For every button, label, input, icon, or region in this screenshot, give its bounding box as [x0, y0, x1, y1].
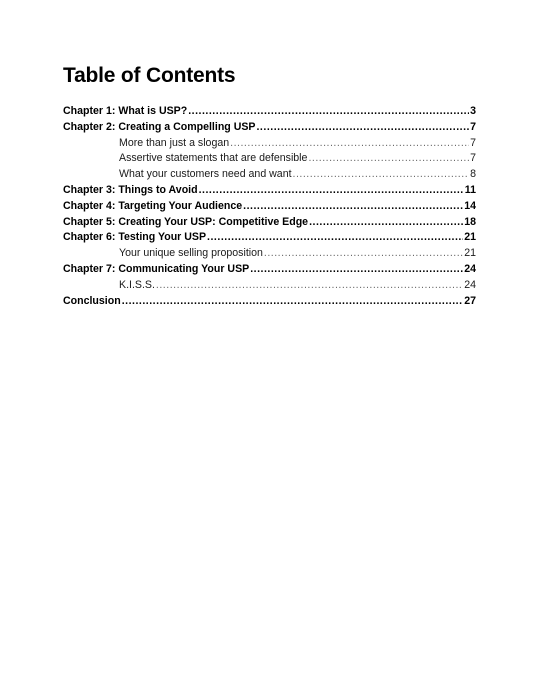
toc-entry-more-than-slogan[interactable]: [63, 136, 476, 152]
toc-entry-chapter-2[interactable]: [63, 120, 476, 136]
toc-entry-page-number: 8: [470, 168, 476, 181]
toc-entry-label: Chapter 2: Creating a Compelling USP: [63, 120, 256, 133]
toc-entry-assertive-statements[interactable]: [63, 151, 476, 167]
toc-list: [63, 104, 476, 309]
toc-entry-chapter-6[interactable]: [63, 230, 476, 246]
toc-entry-label: Your unique selling proposition: [119, 247, 263, 260]
dot-leader: [188, 104, 469, 120]
toc-entry-chapter-5[interactable]: [63, 215, 476, 231]
toc-entry-page-number: 24: [464, 278, 476, 291]
toc-entry-chapter-4[interactable]: [63, 199, 476, 215]
dot-leader: [309, 215, 463, 231]
dot-leader: [293, 167, 470, 183]
toc-entry-unique-selling-proposition[interactable]: [63, 246, 476, 262]
toc-entry-chapter-7[interactable]: [63, 262, 476, 278]
dot-leader: [250, 262, 463, 278]
dot-leader: [156, 278, 463, 294]
toc-entry-page-number: 21: [464, 247, 476, 260]
toc-entry-page-number: 18: [464, 215, 476, 228]
toc-entry-label: Chapter 1: What is USP?: [63, 105, 188, 117]
toc-entry-label: Chapter 6: Testing Your USP: [63, 231, 207, 244]
toc-entry-page-number: 7: [470, 136, 476, 149]
toc-entry-label: Chapter 3: Things to Avoid: [63, 183, 198, 196]
toc-entry-label: Chapter 4: Targeting Your Audience: [63, 199, 243, 212]
toc-entry-label: What your customers need and want: [119, 168, 292, 181]
dot-leader: [230, 136, 469, 152]
toc-entry-label: Conclusion: [63, 294, 121, 307]
toc-entry-page-number: 21: [464, 231, 476, 244]
toc-entry-label: K.I.S.S.: [119, 278, 155, 291]
dot-leader: [199, 183, 464, 199]
toc-entry-page-number: 24: [464, 262, 476, 275]
toc-entry-page-number: 14: [464, 199, 476, 212]
toc-entry-chapter-1[interactable]: [63, 104, 476, 120]
toc-entry-page-number: 27: [464, 294, 476, 307]
toc-entry-kiss[interactable]: [63, 278, 476, 294]
toc-entry-conclusion[interactable]: [63, 294, 476, 310]
toc-entry-label: More than just a slogan: [119, 136, 230, 149]
toc-entry-label: Chapter 7: Communicating Your USP: [63, 262, 250, 275]
dot-leader: [243, 199, 463, 215]
toc-entry-chapter-3[interactable]: [63, 183, 476, 199]
dot-leader: [264, 246, 463, 262]
page-title: Table of Contents: [63, 64, 236, 87]
dot-leader: [207, 230, 463, 246]
toc-entry-page-number: 7: [470, 152, 476, 165]
toc-entry-page-number: 3: [470, 105, 476, 117]
dot-leader: [122, 294, 464, 310]
toc-entry-label: Chapter 5: Creating Your USP: Competitive Edge: [63, 215, 309, 228]
toc-entry-customers-need[interactable]: [63, 167, 476, 183]
dot-leader: [256, 120, 469, 136]
toc-entry-label: Assertive statements that are defensible: [119, 152, 308, 165]
dot-leader: [308, 151, 469, 167]
toc-entry-page-number: 11: [464, 183, 476, 196]
toc-entry-page-number: 7: [470, 120, 476, 133]
